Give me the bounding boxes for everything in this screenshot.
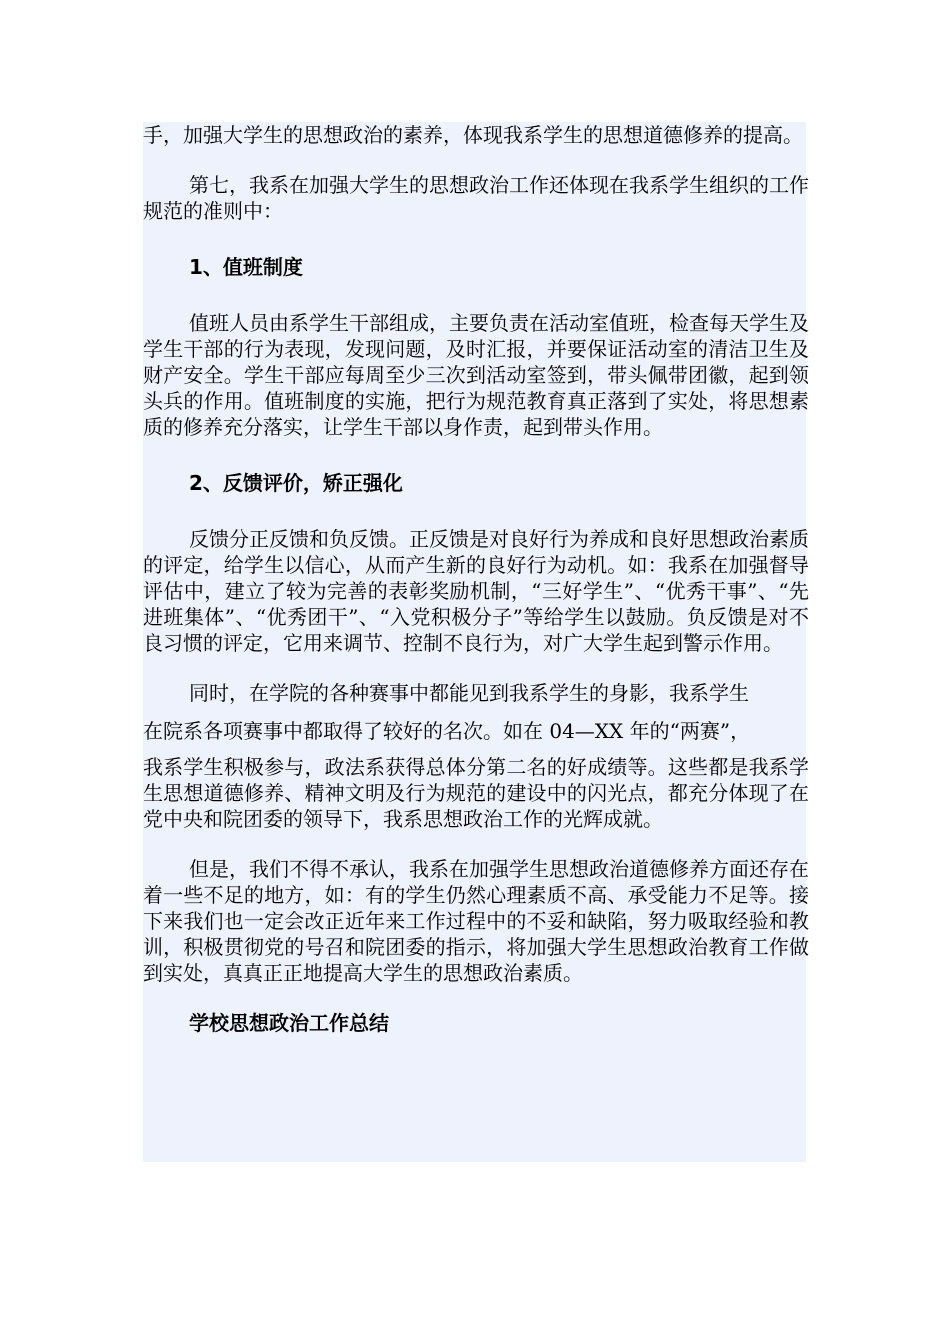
heading-summary-title: 学校思想政治工作总结 <box>189 1011 389 1035</box>
paragraph-continuation: 手，加强大学生的思想政治的素养，体现我系学生的思想道德修养的提高。 <box>143 123 803 147</box>
heading-feedback: 2、反馈评价，矫正强化 <box>189 471 403 495</box>
paragraph-competitions-rest: 我系学生积极参与，政法系获得总体分第二名的好成绩等。这些都是我系学生思想道德修养、精神文明及行为规范的建设中的闪光点，都充分体现了在党中央和院团委的领导下，我系思想政治工作的光辉成就。 <box>143 755 809 831</box>
paragraph-seventh-point: 第七，我系在加强大学生的思想政治工作还体现在我系学生组织的工作规范的准则中： <box>143 173 809 223</box>
paragraph-competitions-line-1: 同时，在学院的各种赛事中都能见到我系学生的身影，我系学生 <box>189 681 749 705</box>
heading-duty-system: 1、值班制度 <box>189 255 303 279</box>
paragraph-feedback: 反馈分正反馈和负反馈。正反馈是对良好行为养成和良好思想政治素质的评定，给学生以信心，从而产生新的良好行为动机。如：我系在加强督导评估中，建立了较为完善的表彰奖励机制，“三好学生”、“优秀干事”、“先进班集体”、“优秀团干”、“入党积极分子”等给学生以鼓励。负反馈是对不良习惯的评定，它用来调节、控制不良行为，对广大学生起到警示作用。 <box>143 527 809 655</box>
document-body <box>143 122 809 1036</box>
paragraph-duty-system: 值班人员由系学生干部组成，主要负责在活动室值班，检查每天学生及学生干部的行为表现，发现问题，及时汇报，并要保证活动室的清洁卫生及财产安全。学生干部应每周至少三次到活动室签到，带头佩带团徽，起到领头兵的作用。值班制度的实施，把行为规范教育真正落到了实处，将思想素质的修养充分落实，让学生干部以身作责，起到带头作用。 <box>143 311 809 439</box>
paragraph-competitions-line-2: 在院系各项赛事中都取得了较好的名次。如在 04—XX 年的“两赛”， <box>143 719 751 743</box>
paragraph-shortcomings: 但是，我们不得不承认，我系在加强学生思想政治道德修养方面还存在着一些不足的地方，如：有的学生仍然心理素质不高、承受能力不足等。接下来我们也一定会改正近年来工作过程中的不妥和缺陷，努力吸取经验和教训，积极贯彻党的号召和院团委的指示，将加强大学生思想政治教育工作做到实处，真真正正地提高大学生的思想政治素质。 <box>143 857 809 985</box>
